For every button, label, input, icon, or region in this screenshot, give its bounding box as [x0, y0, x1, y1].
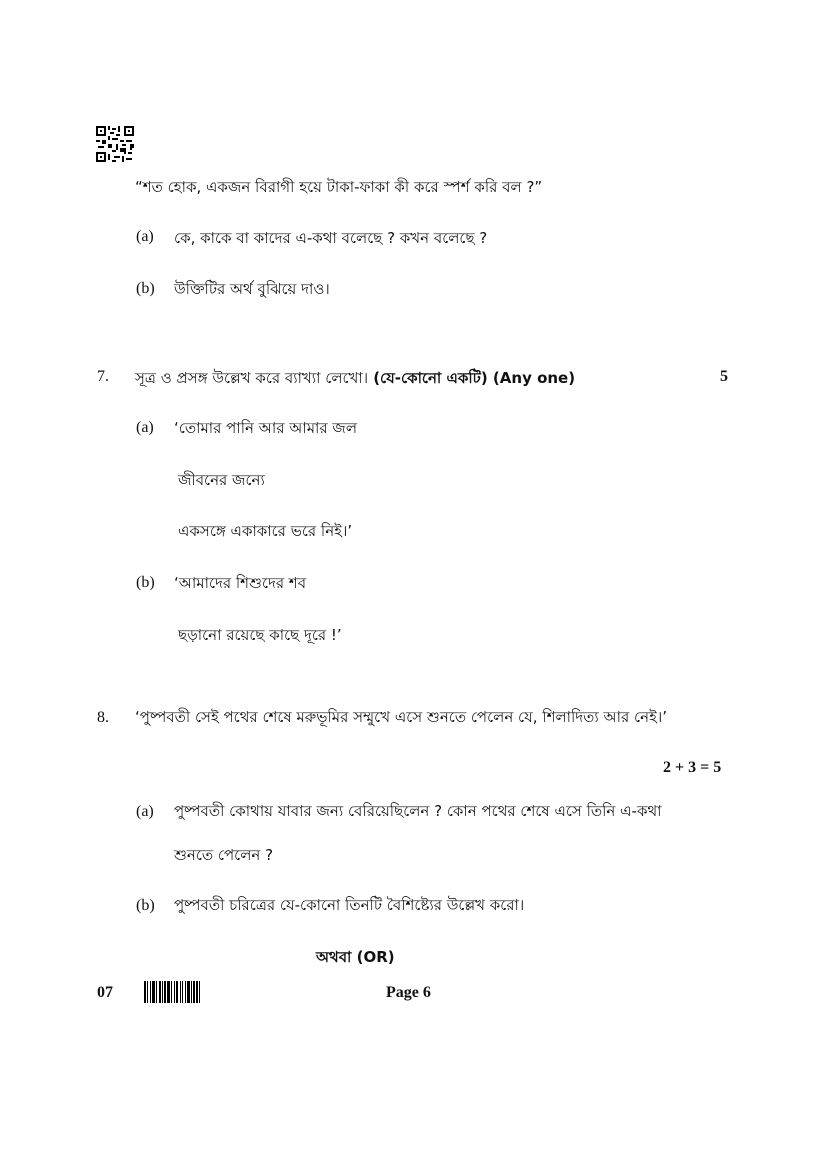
q8-b-label: (b) — [136, 897, 155, 914]
q6-a-text: কে, কাকে বা কাদের এ-কথা বলেছে ? কখন বলেছে ? — [174, 229, 488, 247]
q6-a-label: (a) — [136, 228, 154, 245]
q7-a-line-1: ‘তোমার পানি আর আমার জল — [174, 419, 358, 437]
q7-marks: 5 — [720, 368, 728, 385]
q8-a-line-1: পুষ্পবতী কোথায় যাবার জন্য বেরিয়েছিলেন ? কোন পথের শেষে এসে তিনি এ-কথা — [174, 802, 662, 820]
q7-choice: (যে-কোনো একটি) (Any one) — [373, 369, 576, 387]
quote-text: “শত হোক, একজন বিরাগী হয়ে টাকা-ফাকা কী করে স্পর্শ করি বল ?” — [135, 178, 543, 196]
q8-a-line-2: শুনতে পেলেন ? — [174, 846, 274, 864]
q7-a-label: (a) — [136, 419, 154, 436]
q7-number: 7. — [97, 368, 109, 385]
or-divider: অথবা (OR) — [316, 948, 395, 966]
q7-a-line-2: জীবনের জন্যে — [178, 471, 265, 489]
q8-b-text: পুষ্পবতী চরিত্রের যে-কোনো তিনটি বৈশিষ্ট্যের উল্লেখ করো। — [174, 896, 525, 914]
q8-a-label: (a) — [136, 803, 154, 820]
q7-question — [135, 367, 575, 392]
q6-b-label: (b) — [136, 280, 155, 297]
barcode — [144, 981, 232, 1003]
q7-b-line-2: ছড়ানো রয়েছে কাছে দূরে !’ — [178, 626, 342, 644]
q7-b-label: (b) — [136, 574, 155, 591]
q8-marks: 2 + 3 = 5 — [663, 759, 722, 776]
footer-code: 07 — [97, 984, 113, 1001]
footer-page: Page 6 — [386, 984, 431, 1001]
qr-code — [96, 126, 134, 162]
q7-text: সূত্র ও প্রসঙ্গ উল্লেখ করে ব্যাখ্যা লেখো। — [135, 369, 369, 387]
q8-number: 8. — [97, 709, 109, 726]
q7-b-line-1: ‘আমাদের শিশুদের শব — [174, 574, 307, 592]
q6-b-text: উক্তিটির অর্থ বুঝিয়ে দাও। — [174, 280, 330, 298]
q7-a-line-3: একসঙ্গে একাকারে ভরে নিই।’ — [178, 522, 353, 540]
q8-text: ‘পুষ্পবতী সেই পথের শেষে মরুভূমির সম্মুখে এসে শুনতে পেলেন যে, শিলাদিত্য আর নেই।’ — [135, 708, 668, 726]
